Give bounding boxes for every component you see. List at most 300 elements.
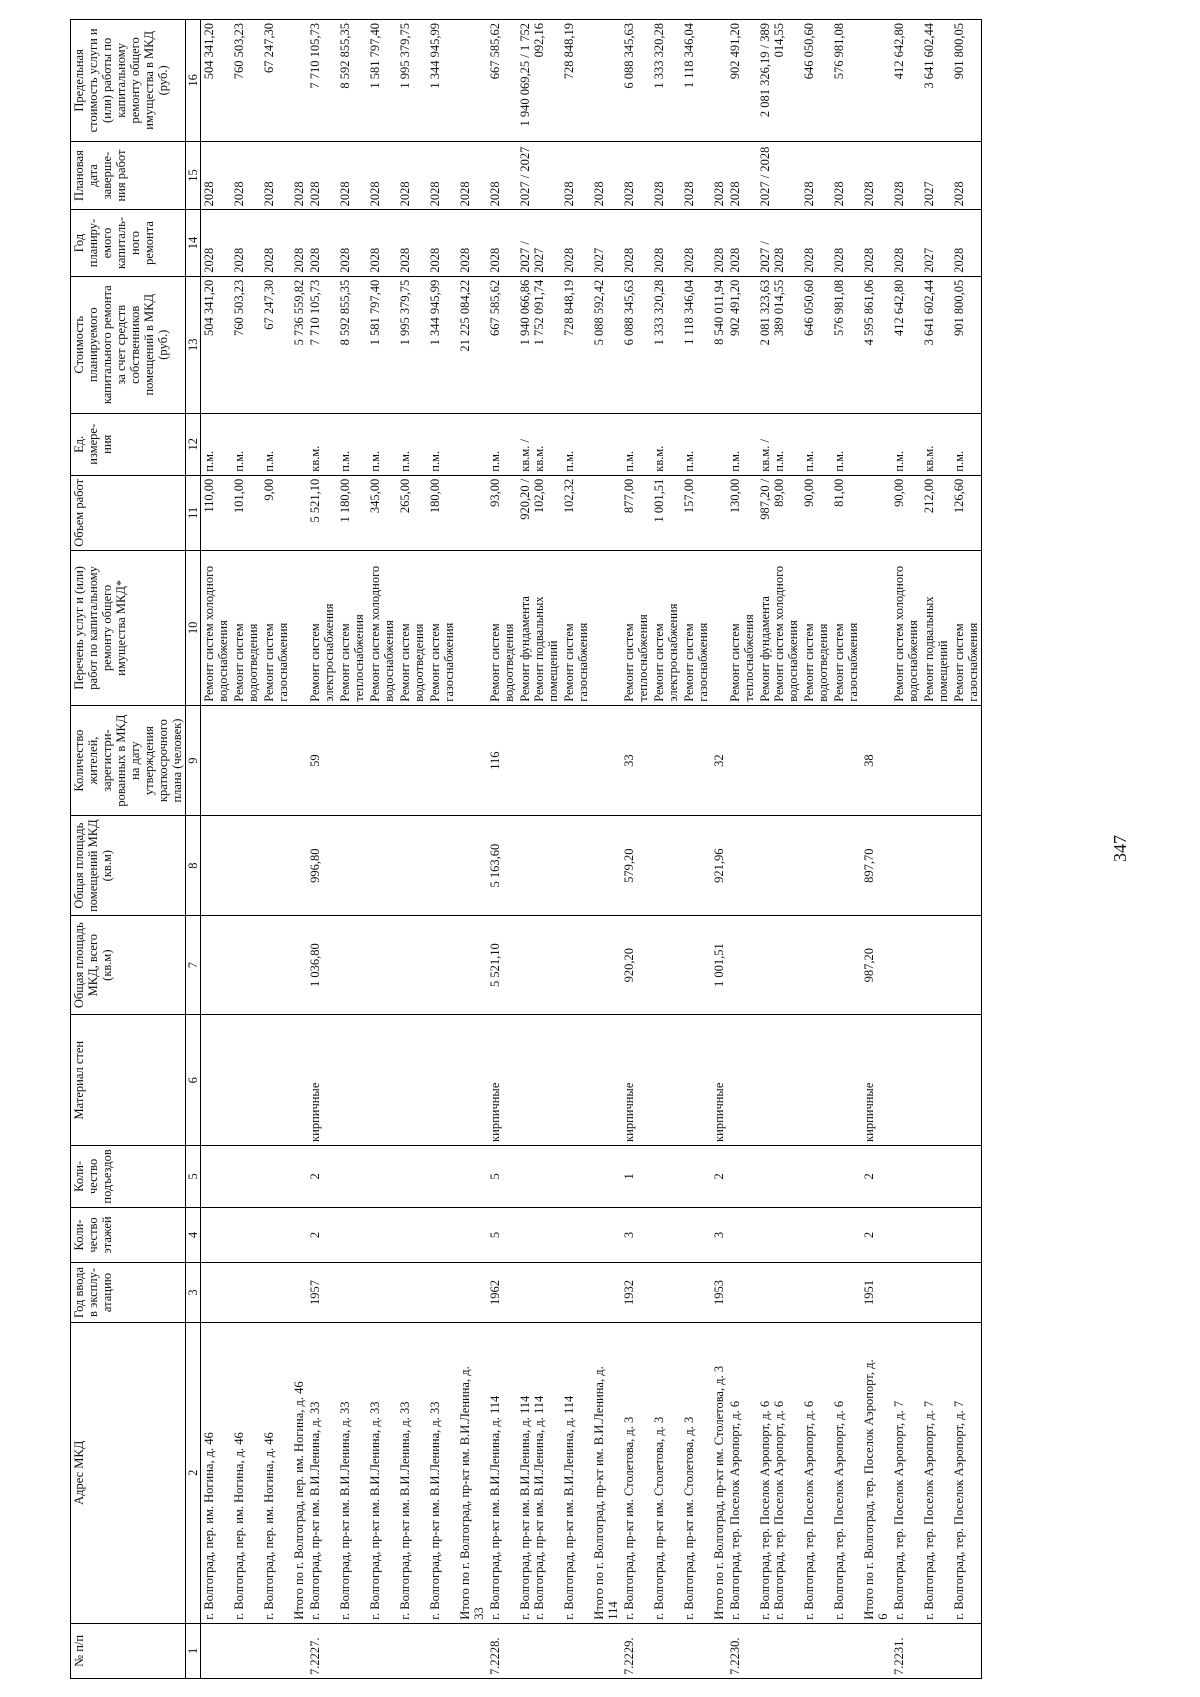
table-body xyxy=(201,20,982,1679)
completion-date: 2028 xyxy=(591,141,621,210)
repair-year: 2027 / 2027 xyxy=(517,210,561,276)
total-area xyxy=(591,915,621,1015)
address-cell xyxy=(337,1322,367,1623)
address-cell-line: г. Волгоград, пр-кт им. Столетова, д. 3 xyxy=(622,1416,636,1620)
address-cell xyxy=(201,1322,232,1623)
work-type-line: Ремонт систем xyxy=(262,623,276,702)
wall-material xyxy=(201,1015,232,1146)
total-area xyxy=(517,915,561,1015)
planned-cost xyxy=(517,276,561,413)
address-cell-line: г. Волгоград, пр-кт им. В.И.Ленина, д. 114 xyxy=(488,1395,502,1620)
floors xyxy=(801,1207,831,1262)
residents xyxy=(951,705,982,816)
floors xyxy=(457,1207,487,1262)
total-area: 5 521,10 xyxy=(487,915,517,1015)
wall-material: кирпичные xyxy=(487,1015,517,1146)
row-number xyxy=(757,1623,801,1678)
entrances xyxy=(397,1145,427,1207)
total-area xyxy=(801,915,831,1015)
planned-cost xyxy=(801,276,831,413)
year-built xyxy=(727,1263,757,1323)
work-type-line: газоснабжения xyxy=(276,622,290,702)
residents xyxy=(201,705,232,816)
table-row xyxy=(651,20,681,1679)
work-type xyxy=(517,550,561,705)
address-cell-line: г. Волгоград, тер. Поселок Аэропорт, д. 6 xyxy=(802,1400,816,1620)
year-built xyxy=(457,1263,487,1323)
unit: п.м. xyxy=(681,413,711,475)
work-type xyxy=(921,550,951,705)
completion-date: 2028 xyxy=(337,141,367,210)
work-type-line: электроснабжения xyxy=(322,603,336,702)
work-type-line: Ремонт систем xyxy=(488,623,502,702)
max-cost xyxy=(711,20,727,142)
planned-cost-line: 5 088 592,42 xyxy=(592,279,606,346)
residents xyxy=(727,705,757,816)
unit: п.м. xyxy=(201,413,232,475)
year-built xyxy=(831,1263,861,1323)
year-built xyxy=(201,1263,232,1323)
planned-cost xyxy=(651,276,681,413)
unit: п.м. xyxy=(727,413,757,475)
column-header-13: Стоимость планируемого капитального ремонта за счет средств собственников помещений в МКД (руб.) xyxy=(71,276,186,413)
entrances xyxy=(201,1145,232,1207)
column-number-15: 15 xyxy=(186,141,201,210)
row-number: 7.2228. xyxy=(487,1623,517,1678)
residents xyxy=(231,705,261,816)
year-built xyxy=(891,1263,921,1323)
work-volume xyxy=(291,475,307,550)
repair-year: 2028 xyxy=(621,210,651,276)
column-header-9: Количество жителей, зарегистри- рованных в МКД на дату утверждения краткосрочного плана (человек) xyxy=(71,705,186,816)
work-type xyxy=(681,550,711,705)
planned-cost-line: 576 981,08 xyxy=(832,279,846,336)
repair-year: 2028 xyxy=(201,210,232,276)
work-type-line: Ремонт систем xyxy=(652,623,666,702)
floors xyxy=(951,1207,982,1262)
max-cost: 901 800,05 xyxy=(951,20,982,142)
floors xyxy=(517,1207,561,1262)
residents xyxy=(261,705,291,816)
completion-date: 2028 xyxy=(427,141,457,210)
repair-year: 2028 xyxy=(487,210,517,276)
total-area xyxy=(397,915,427,1015)
address-cell-line: 114 xyxy=(606,1601,620,1620)
total-area xyxy=(231,915,261,1015)
address-cell-line: г. Волгоград, тер. Поселок Аэропорт, д. 6 xyxy=(728,1400,742,1620)
premises-area xyxy=(921,816,951,916)
premises-area xyxy=(201,816,232,916)
planned-cost xyxy=(561,276,591,413)
floors xyxy=(681,1207,711,1262)
address-cell xyxy=(651,1322,681,1623)
wall-material xyxy=(427,1015,457,1146)
work-type xyxy=(711,550,727,705)
work-type-line: газоснабжения xyxy=(696,622,710,702)
address-cell-line: г. Волгоград, пр-кт им. Столетова, д. 3 xyxy=(652,1416,666,1620)
premises-area xyxy=(261,816,291,916)
max-cost: 1 333 320,28 xyxy=(651,20,681,142)
entrances xyxy=(681,1145,711,1207)
repair-year: 2028 xyxy=(261,210,291,276)
address-cell xyxy=(591,1322,621,1623)
work-type-line: Ремонт систем xyxy=(398,623,412,702)
address-cell-line: г. Волгоград, пр-кт им. В.И.Ленина, д. 114 xyxy=(518,1395,532,1620)
residents: 32 xyxy=(711,705,727,816)
capital-repair-table xyxy=(70,19,982,1679)
work-type-line: Ремонт систем xyxy=(562,623,576,702)
entrances xyxy=(457,1145,487,1207)
completion-date: 2028 xyxy=(307,141,337,210)
row-number xyxy=(427,1623,457,1678)
repair-year: 2027 / 2028 xyxy=(757,210,801,276)
unit: п.м. xyxy=(367,413,397,475)
work-type xyxy=(307,550,337,705)
unit: кв.м. xyxy=(921,413,951,475)
address-cell-line: г. Волгоград, пр-кт им. В.И.Ленина, д. 33 xyxy=(338,1401,352,1620)
year-built xyxy=(337,1263,367,1323)
residents xyxy=(367,705,397,816)
wall-material xyxy=(831,1015,861,1146)
completion-date: 2028 xyxy=(561,141,591,210)
floors: 3 xyxy=(711,1207,727,1262)
planned-cost-line: 760 503,23 xyxy=(232,279,246,336)
work-volume: 126,60 xyxy=(951,475,982,550)
work-volume: 110,00 xyxy=(201,475,232,550)
residents xyxy=(921,705,951,816)
work-type-line: Ремонт систем xyxy=(682,623,696,702)
entrances xyxy=(291,1145,307,1207)
work-type-line: водоснабжения xyxy=(382,620,396,702)
row-number: 7.2230. xyxy=(727,1623,757,1678)
residents xyxy=(831,705,861,816)
table-row xyxy=(397,20,427,1679)
column-number-10: 10 xyxy=(186,550,201,705)
address-cell-line: 33 xyxy=(472,1607,486,1620)
premises-area: 897,70 xyxy=(861,816,891,916)
repair-year: 2028 xyxy=(561,210,591,276)
work-type xyxy=(891,550,921,705)
work-type xyxy=(201,550,232,705)
total-area xyxy=(561,915,591,1015)
entrances: 2 xyxy=(307,1145,337,1207)
completion-date: 2028 xyxy=(681,141,711,210)
completion-date: 2028 xyxy=(201,141,232,210)
residents xyxy=(397,705,427,816)
year-built xyxy=(921,1263,951,1323)
planned-cost-line: 902 491,20 xyxy=(728,279,742,336)
repair-year: 2028 xyxy=(291,210,307,276)
entrances xyxy=(891,1145,921,1207)
column-number-13: 13 xyxy=(186,276,201,413)
address-cell xyxy=(711,1322,727,1623)
unit xyxy=(291,413,307,475)
unit: п.м. xyxy=(951,413,982,475)
unit: п.м. xyxy=(427,413,457,475)
planned-cost xyxy=(921,276,951,413)
floors xyxy=(561,1207,591,1262)
max-cost: 3 641 602,44 xyxy=(921,20,951,142)
address-cell-line: г. Волгоград, пр-кт им. В.И.Ленина, д. 114 xyxy=(532,1395,546,1620)
wall-material xyxy=(591,1015,621,1146)
completion-date: 2028 xyxy=(651,141,681,210)
planned-cost xyxy=(261,276,291,413)
row-number xyxy=(517,1623,561,1678)
work-type xyxy=(591,550,621,705)
unit: п.м. xyxy=(487,413,517,475)
entrances xyxy=(517,1145,561,1207)
column-header-6: Материал стен xyxy=(71,1015,186,1146)
premises-area xyxy=(291,816,307,916)
entrances xyxy=(831,1145,861,1207)
floors xyxy=(201,1207,232,1262)
planned-cost xyxy=(621,276,651,413)
premises-area xyxy=(681,816,711,916)
completion-date: 2028 xyxy=(951,141,982,210)
address-cell-line: г. Волгоград, тер. Поселок Аэропорт, д. 7 xyxy=(892,1400,906,1620)
table-row xyxy=(367,20,397,1679)
work-type-line: Ремонт систем холодного xyxy=(368,565,382,702)
premises-area xyxy=(951,816,982,916)
repair-year: 2028 xyxy=(727,210,757,276)
work-type-line: Ремонт систем холодного xyxy=(202,565,216,702)
planned-cost-line: 4 595 861,06 xyxy=(862,279,876,346)
completion-date: 2028 xyxy=(711,141,727,210)
planned-cost-line: 7 710 105,73 xyxy=(308,279,322,346)
max-cost: 7 710 105,73 xyxy=(307,20,337,142)
unit: п.м. xyxy=(397,413,427,475)
planned-cost xyxy=(427,276,457,413)
table-row xyxy=(261,20,291,1679)
wall-material: кирпичные xyxy=(861,1015,891,1146)
row-number xyxy=(367,1623,397,1678)
planned-cost xyxy=(831,276,861,413)
total-area: 920,20 xyxy=(621,915,651,1015)
wall-material xyxy=(517,1015,561,1146)
premises-area: 579,20 xyxy=(621,816,651,916)
total-area xyxy=(757,915,801,1015)
work-type-line: Ремонт фундамента xyxy=(518,596,532,702)
column-number-5: 5 xyxy=(186,1145,201,1207)
planned-cost xyxy=(457,276,487,413)
wall-material xyxy=(261,1015,291,1146)
repair-year: 2028 xyxy=(831,210,861,276)
address-cell xyxy=(457,1322,487,1623)
total-area xyxy=(291,915,307,1015)
residents xyxy=(457,705,487,816)
address-cell-line: г. Волгоград, пер. им. Ногина, д. 46 xyxy=(202,1432,216,1620)
premises-area xyxy=(231,816,261,916)
year-built xyxy=(801,1263,831,1323)
work-type xyxy=(427,550,457,705)
unit: п.м. xyxy=(891,413,921,475)
floors xyxy=(831,1207,861,1262)
work-type-line: Ремонт систем холодного xyxy=(772,565,786,702)
max-cost: 6 088 345,63 xyxy=(621,20,651,142)
address-cell-line: г. Волгоград, пр-кт им. В.И.Ленина, д. 33 xyxy=(308,1401,322,1620)
wall-material xyxy=(681,1015,711,1146)
work-type xyxy=(757,550,801,705)
work-type-line: газоснабжения xyxy=(442,622,456,702)
completion-date: 2028 xyxy=(621,141,651,210)
work-type-line: Ремонт систем xyxy=(728,623,742,702)
residents: 33 xyxy=(621,705,651,816)
work-volume: 157,00 xyxy=(681,475,711,550)
work-type-line: Ремонт систем xyxy=(428,623,442,702)
planned-cost-line: 646 050,60 xyxy=(802,279,816,336)
work-type xyxy=(951,550,982,705)
column-header-12: Ед. измере- ния xyxy=(71,413,186,475)
planned-cost xyxy=(757,276,801,413)
work-type-line: водоотведения xyxy=(412,623,426,702)
planned-cost-line: 728 848,19 xyxy=(562,279,576,336)
year-built xyxy=(591,1263,621,1323)
row-number xyxy=(231,1623,261,1678)
premises-area xyxy=(561,816,591,916)
work-type-line: газоснабжения xyxy=(966,622,980,702)
column-number-2: 2 xyxy=(186,1322,201,1623)
repair-year: 2028 xyxy=(891,210,921,276)
address-cell xyxy=(681,1322,711,1623)
completion-date: 2028 xyxy=(487,141,517,210)
address-cell-line: г. Волгоград, пр-кт им. В.И.Ленина, д. 33 xyxy=(368,1401,382,1620)
planned-cost-line: 5 736 559,82 xyxy=(292,279,306,346)
address-cell xyxy=(367,1322,397,1623)
row-number xyxy=(561,1623,591,1678)
premises-area xyxy=(801,816,831,916)
table-row xyxy=(487,20,517,1679)
year-built xyxy=(517,1263,561,1323)
row-number xyxy=(457,1623,487,1678)
column-number-1: 1 xyxy=(186,1623,201,1678)
row-number xyxy=(291,1623,307,1678)
work-type-line: теплоснабжения xyxy=(352,614,366,702)
work-volume: 1 180,00 xyxy=(337,475,367,550)
total-area: 1 036,80 xyxy=(307,915,337,1015)
planned-cost-line: 1 118 346,04 xyxy=(682,279,696,345)
max-cost: 67 247,30 xyxy=(261,20,291,142)
row-number xyxy=(651,1623,681,1678)
address-cell xyxy=(757,1322,801,1623)
total-area xyxy=(891,915,921,1015)
entrances xyxy=(337,1145,367,1207)
entrances: 2 xyxy=(861,1145,891,1207)
max-cost: 1 118 346,04 xyxy=(681,20,711,142)
total-area xyxy=(427,915,457,1015)
column-number-8: 8 xyxy=(186,816,201,916)
premises-area xyxy=(457,816,487,916)
planned-cost-line: 1 333 320,28 xyxy=(652,279,666,346)
max-cost: 1 581 797,40 xyxy=(367,20,397,142)
completion-date: 2028 xyxy=(801,141,831,210)
floors xyxy=(651,1207,681,1262)
total-area xyxy=(457,915,487,1015)
wall-material xyxy=(457,1015,487,1146)
address-cell-line: Итого по г. Волгоград, пр-кт им. Столетова, д. 3 xyxy=(712,1365,726,1620)
address-cell xyxy=(801,1322,831,1623)
address-cell-line: г. Волгоград, тер. Поселок Аэропорт, д. 7 xyxy=(922,1400,936,1620)
max-cost xyxy=(457,20,487,142)
table-row xyxy=(861,20,891,1679)
unit: п.м. xyxy=(621,413,651,475)
work-type xyxy=(291,550,307,705)
planned-cost-line: 504 341,20 xyxy=(202,279,216,336)
unit xyxy=(711,413,727,475)
planned-cost-line: 8 592 855,35 xyxy=(338,279,352,346)
total-area xyxy=(651,915,681,1015)
work-volume: 212,00 xyxy=(921,475,951,550)
total-area xyxy=(201,915,232,1015)
address-cell xyxy=(231,1322,261,1623)
row-number: 7.2231. xyxy=(891,1623,921,1678)
max-cost xyxy=(291,20,307,142)
table-row xyxy=(951,20,982,1679)
planned-cost xyxy=(487,276,517,413)
address-cell-line: г. Волгоград, тер. Поселок Аэропорт, д. 6 xyxy=(772,1400,786,1620)
row-number xyxy=(711,1623,727,1678)
column-header-3: Год ввода в эксплу- атацию xyxy=(71,1263,186,1323)
wall-material xyxy=(651,1015,681,1146)
completion-date: 2027 xyxy=(921,141,951,210)
table-row xyxy=(621,20,651,1679)
year-built: 1962 xyxy=(487,1263,517,1323)
total-area xyxy=(681,915,711,1015)
work-type xyxy=(621,550,651,705)
floors xyxy=(891,1207,921,1262)
work-type-line: водоотведения xyxy=(502,623,516,702)
floors xyxy=(427,1207,457,1262)
work-volume: 5 521,10 xyxy=(307,475,337,550)
row-number xyxy=(861,1623,891,1678)
total-area xyxy=(951,915,982,1015)
work-type-line: газоснабжения xyxy=(846,622,860,702)
residents: 116 xyxy=(487,705,517,816)
residents: 38 xyxy=(861,705,891,816)
repair-year: 2028 xyxy=(337,210,367,276)
row-number: 7.2227. xyxy=(307,1623,337,1678)
address-cell xyxy=(427,1322,457,1623)
column-header-8: Общая площадь помещений МКД (кв.м) xyxy=(71,816,186,916)
planned-cost-line: 1 940 066,86 xyxy=(518,279,532,346)
repair-year: 2028 xyxy=(367,210,397,276)
table-row xyxy=(561,20,591,1679)
total-area xyxy=(727,915,757,1015)
unit xyxy=(861,413,891,475)
work-volume: 90,00 xyxy=(801,475,831,550)
premises-area xyxy=(757,816,801,916)
work-type xyxy=(831,550,861,705)
work-volume: 90,00 xyxy=(891,475,921,550)
entrances xyxy=(367,1145,397,1207)
work-type-line: Ремонт систем xyxy=(832,623,846,702)
planned-cost xyxy=(291,276,307,413)
max-cost xyxy=(591,20,621,142)
table-row xyxy=(681,20,711,1679)
wall-material: кирпичные xyxy=(307,1015,337,1146)
column-number-11: 11 xyxy=(186,475,201,550)
completion-date: 2027 / 2028 xyxy=(757,141,801,210)
column-header-15: Плановая дата заверше- ния работ xyxy=(71,141,186,210)
work-type xyxy=(261,550,291,705)
premises-area: 5 163,60 xyxy=(487,816,517,916)
work-type xyxy=(561,550,591,705)
completion-date: 2028 xyxy=(397,141,427,210)
work-volume: 93,00 xyxy=(487,475,517,550)
year-built xyxy=(757,1263,801,1323)
unit: кв.м. xyxy=(307,413,337,475)
work-volume: 101,00 xyxy=(231,475,261,550)
premises-area xyxy=(727,816,757,916)
